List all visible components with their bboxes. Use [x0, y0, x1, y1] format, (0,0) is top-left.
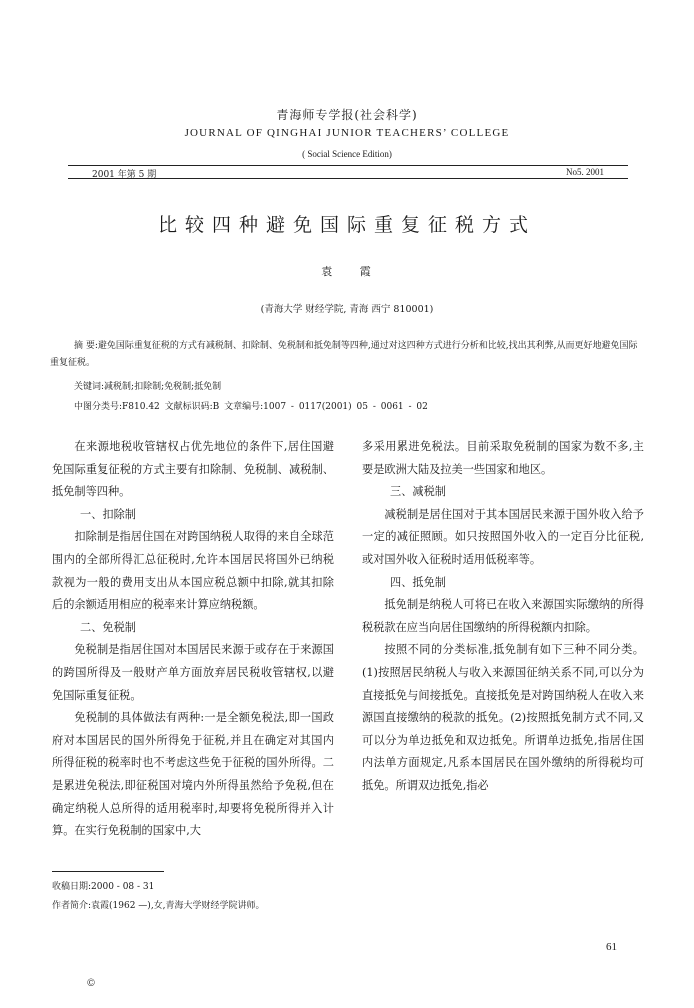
keywords: 关键词:减税制;扣除制;免税制;抵免制 [74, 382, 222, 392]
section-heading: 二、免税制 [80, 620, 136, 634]
footnote-author-bio: 作者简介:袁霞(1962 —),女,青海大学财经学院讲师。 [52, 901, 265, 911]
section-heading: 一、扣除制 [80, 507, 136, 521]
article-title: 比较四种避免国际重复征税方式 [157, 214, 536, 236]
paragraph-continued: 多采用累进免税法。目前采取免税制的国家为数不多,主要是欧洲大陆及拉美一些国家和地区。 [362, 440, 644, 476]
body-column-left [52, 436, 334, 843]
classification-line: 中图分类号:F810.42 文献标识码:B 文章编号:1007 - 0117(2001) 05 - 0061 - 02 [74, 402, 428, 412]
page-number: 61 [606, 941, 617, 953]
journal-name-cn: 青海师专学报(社会科学) [276, 108, 418, 122]
paragraph: 减税制是居住国对于其本国居民来源于国外收入给予一定的减征照顾。如只按照国外收入的一定百分比征税,或对国外收入征税时适用低税率等。 [362, 507, 644, 566]
paragraph: 扣除制是指居住国在对跨国纳税人取得的来自全球范围内的全部所得汇总征税时,允许本国居民将国外已纳税款视为一般的费用支出从本国应税总额中扣除,就其扣除后的余额适用相应的税率来计算应纳税额。 [52, 530, 334, 612]
paragraph: 免税制是指居住国对本国居民来源于或存在于来源国的跨国所得及一般财产单方面放弃居民税收管辖权,以避免国际重复征税。 [52, 643, 334, 702]
footnote-received-date: 收稿日期:2000 - 08 - 31 [52, 882, 155, 892]
issue-en: No5. 2001 [566, 167, 604, 177]
paragraph: 免税制的具体做法有两种:一是全额免税法,即一国政府对本国居民的国外所得免于征税,并且在确定对其国内所得征税的税率时也不考虑这些免于征税的国外所得。二是累进免税法,即征税国对境内外所得虽然给予免税,但在确定纳税人总所得的适用税率时,却要将免税所得并入计算。在实行免税制的国家中,大 [52, 711, 334, 838]
paragraph: 抵免制是纳税人可将已在收入来源国实际缴纳的所得税税款在应当向居住国缴纳的所得税额内扣除。 [362, 598, 644, 634]
journal-name-en: JOURNAL OF QINGHAI JUNIOR TEACHERS’ COLLEGE [184, 127, 510, 139]
header-rule-bottom [68, 178, 628, 179]
paragraph: 按照不同的分类标准,抵免制有如下三种不同分类。(1)按照居民纳税人与收入来源国征纳关系不同,可以分为直接抵免与间接抵免。直接抵免是对跨国纳税人在收入来源国直接缴纳的税款的抵免。(2)按照抵免制方式不同,又可以分为单边抵免和双边抵免。所谓单边抵免,指居住国内法单方面规定,凡系本国居民在国外缴纳的所得税均可抵免。所谓双边抵免,指必 [362, 643, 644, 792]
copyright-mark: © [86, 978, 96, 989]
issue-cn: 2001 年第 5 期 [92, 170, 157, 180]
journal-subtitle-en: ( Social Science Edition) [302, 149, 392, 159]
paragraph: 在来源地税收管辖权占优先地位的条件下,居住国避免国际重复征税的方式主要有扣除制、免税制、减税制、抵免制等四种。 [52, 440, 334, 499]
header-rule-top [68, 165, 628, 166]
section-heading: 三、减税制 [390, 485, 446, 499]
article-author: 袁 霞 [321, 265, 383, 278]
abstract: 摘 要:避免国际重复征税的方式有减税制、扣除制、免税制和抵免制等四种,通过对这四种方式进行分析和比较,找出其利弊,从而更好地避免国际重复征税。 [50, 341, 638, 368]
author-affiliation: (青海大学 财经学院, 青海 西宁 810001) [260, 304, 434, 315]
footnote-rule [52, 871, 164, 872]
section-heading: 四、抵免制 [390, 575, 446, 589]
body-column-right [362, 436, 644, 798]
